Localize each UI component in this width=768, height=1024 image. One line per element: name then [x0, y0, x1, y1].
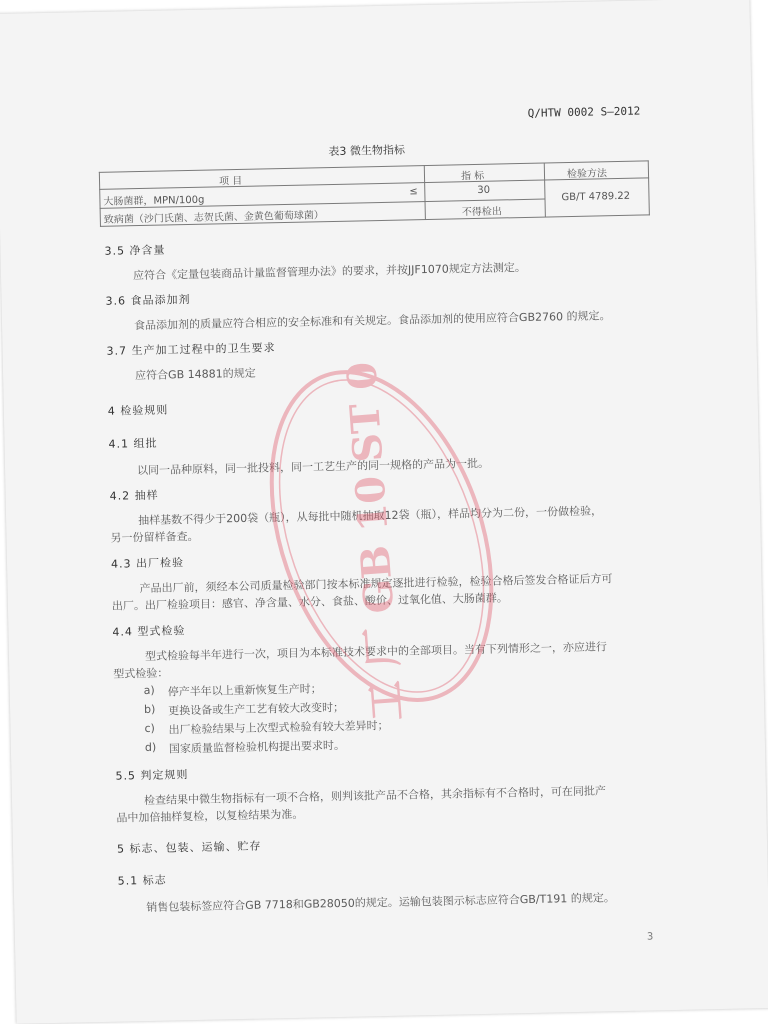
section-4-3-text-line1: 产品出厂前，须经本公司质量检验部门按本标准规定逐批进行检验，检验合格后签发合格证后方可: [139, 572, 613, 596]
section-4-3-text-line2: 出厂。出厂检验项目：感官、净含量、水分、食盐、酸价、过氧化值、大肠菌群。: [111, 591, 508, 613]
section-5-title: 5 标志、包装、运输、贮存: [116, 839, 262, 856]
table-caption: 表3 微生物指标: [328, 143, 406, 159]
list-item-c: 出厂检验结果与上次型式检验有较大差异时；: [168, 718, 389, 737]
section-4-1-text: 以同一品种原料，同一批投料，同一工艺生产的同一规格的产品为一批。: [136, 456, 490, 478]
list-marker-c: c): [144, 721, 155, 736]
table-method-value: GB/T 4789.22: [561, 190, 631, 204]
section-4-1-title: 4.1 组批: [108, 436, 158, 451]
section-5-1-title: 5.1 标志: [117, 873, 167, 888]
section-3-6-title: 3.6 食品添加剂: [105, 292, 191, 308]
section-4-4-text-line2: 型式检验：: [113, 666, 169, 681]
table-row-1-operator: ≤: [409, 186, 418, 198]
table-header-index: 指 标: [460, 170, 485, 183]
microbial-index-table: [99, 160, 650, 227]
table-row-1-item: 大肠菌群，MPN/100g: [103, 194, 205, 208]
section-3-5-text: 应符合《定量包装商品计量监督管理办法》的要求，并按JJF1070规定方法测定。: [132, 260, 526, 283]
list-marker-a: a): [143, 683, 155, 698]
section-4-4-text-line1: 型式检验每半年进行一次，项目为本标准技术要求中的全部项目。当有下列情形之一，亦应进行: [144, 640, 608, 664]
section-5-1-text: 销售包装标签应符合GB 7718和GB28050的规定。运输包装图示标志应符合GB/T191 的规定。: [146, 891, 615, 915]
section-5-5-text-line1: 检查结果中微生物指标有一项不合格，则判该批产品不合格，其余指标有不合格时，可在同批产: [143, 784, 607, 808]
table-row-1-value: 30: [477, 184, 491, 196]
list-item-b: 更换设备或生产工艺有较大改变时；: [168, 700, 345, 718]
section-4-2-text-line1: 抽样基数不得少于200袋（瓶），从每批中随机抽取12袋（瓶），样品均分为二份，一份做检验，: [138, 504, 603, 528]
section-4-2-title: 4.2 抽样: [109, 488, 159, 503]
list-item-d: 国家质量监督检验机构提出要求时。: [168, 738, 346, 756]
table-row-2-value: 不得检出: [461, 206, 502, 219]
section-3-6-text: 食品添加剂的质量应符合相应的安全标准和有关规定。食品添加剂的使用应符合GB2760 的规定。: [133, 309, 611, 333]
table-header-method: 检验方法: [566, 168, 608, 181]
seal-text: 工 厂 GB 10 ST 0: [338, 360, 412, 723]
section-4-2-text-line2: 另一份留样备查。: [110, 529, 199, 545]
page-number: 3: [646, 931, 654, 943]
section-4-3-title: 4.3 出厂检验: [110, 556, 185, 571]
section-4-title: 4 检验规则: [107, 403, 169, 418]
section-5-5-text-line2: 品中加倍抽样复检，以复检结果为准。: [116, 807, 304, 825]
section-5-5-title: 5.5 判定规则: [115, 768, 189, 783]
document-code: Q/HTW 0002 S—2012: [527, 104, 641, 120]
list-item-a: 停产半年以上重新恢复生产时；: [167, 682, 322, 699]
table-header-item: 项 目: [218, 175, 243, 188]
section-3-7-text: 应符合GB 14881的规定: [134, 366, 256, 383]
company-seal: [253, 343, 511, 728]
list-marker-d: d): [144, 740, 157, 755]
table-row-2-item: 致病菌（沙门氏菌、志贺氏菌、金黄色葡萄球菌）: [103, 210, 324, 226]
section-3-5-title: 3.5 净含量: [104, 243, 166, 258]
section-3-7-title: 3.7 生产加工过程中的卫生要求: [106, 341, 276, 358]
list-marker-b: b): [143, 702, 156, 717]
section-4-4-title: 4.4 型式检验: [112, 624, 186, 639]
